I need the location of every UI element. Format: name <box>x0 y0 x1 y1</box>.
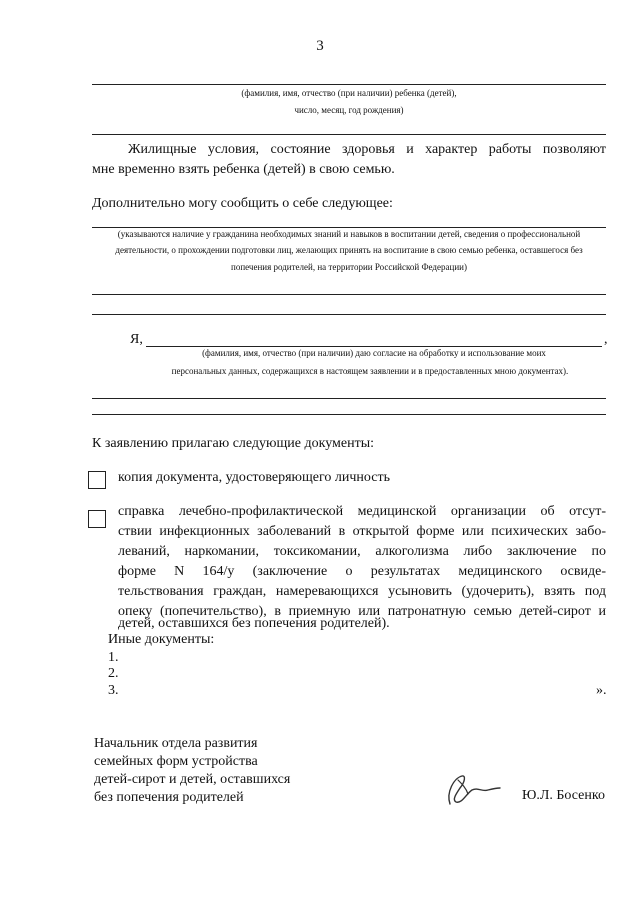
doc2-line-2: ствии инфекционных заболеваний в открытой форме или психических забо- <box>118 524 606 539</box>
doc2-line-5: тельствования граждан, намеревающихся усыновить (удочерить), взять под <box>118 584 606 599</box>
additional-info-line[interactable] <box>92 227 606 228</box>
doc1-checkbox[interactable] <box>88 471 106 489</box>
housing-statement-line-1: Жилищные условия, состояние здоровья и характер работы позволяют <box>128 142 606 157</box>
child-name-line[interactable] <box>92 84 606 85</box>
child-caption-1: (фамилия, имя, отчество (при наличии) ребенка (детей), <box>241 88 457 98</box>
doc2-line-4: форме N 164/у (заключение о результатах медицинского освиде- <box>118 564 606 579</box>
child-caption-2: число, месяц, год рождения) <box>294 105 404 115</box>
consent-prefix: Я, <box>130 332 143 347</box>
additional-info-line-2[interactable] <box>92 294 606 295</box>
consent-extra-line-1[interactable] <box>92 398 606 399</box>
consent-comma: , <box>604 332 608 347</box>
consent-name-line[interactable] <box>146 346 602 347</box>
consent-extra-line-2[interactable] <box>92 414 606 415</box>
doc2-line-3: леваний, наркомании, токсикомании, алкоголизма либо заключение по <box>118 544 606 559</box>
signatory-line-4: без попечения родителей <box>94 790 244 805</box>
consent-caption-1: (фамилия, имя, отчество (при наличии) даю согласие на обработку и использование моих <box>202 348 546 358</box>
housing-statement-line-2: мне временно взять ребенка (детей) в свою семью. <box>92 162 395 177</box>
signatory-line-1: Начальник отдела развития <box>94 736 258 751</box>
signatory-line-3: детей-сирот и детей, оставшихся <box>94 772 291 787</box>
signatory-line-2: семейных форм устройства <box>94 754 258 769</box>
handwritten-signature <box>432 768 504 812</box>
closing-quote: ». <box>596 683 607 698</box>
other-docs-item-2: 2. <box>108 666 119 681</box>
other-docs-item-1: 1. <box>108 650 119 665</box>
doc2-line-7: детей, оставшихся без попечения родителей). <box>118 616 390 631</box>
attachments-heading: К заявлению прилагаю следующие документы: <box>92 436 375 451</box>
consent-caption-2: персональных данных, содержащихся в настоящем заявлении и в предоставленных мною документах). <box>171 366 569 376</box>
info-caption-1: (указываются наличие у гражданина необходимых знаний и навыков в воспитании детей, сведения о профессиональной <box>117 229 581 239</box>
additional-info-label: Дополнительно могу сообщить о себе следующее: <box>92 196 393 211</box>
other-docs-label: Иные документы: <box>108 632 215 647</box>
doc2-checkbox[interactable] <box>88 510 106 528</box>
child-birth-line[interactable] <box>92 134 606 135</box>
additional-info-line-3[interactable] <box>92 314 606 315</box>
signatory-name: Ю.Л. Босенко <box>522 788 605 803</box>
page-number: 3 <box>316 38 324 54</box>
doc1-label: копия документа, удостоверяющего личность <box>118 470 390 485</box>
doc2-line-6: опеку (попечительство), в приемную или патронатную семью детей-сирот и <box>118 604 606 619</box>
info-caption-2: деятельности, о прохождении подготовки лиц, желающих принять на воспитание в свою семью ребенка, оставшегося без <box>115 245 583 255</box>
other-docs-item-3: 3. <box>108 683 119 698</box>
doc2-line-1: справка лечебно-профилактической медицинской организации об отсут- <box>118 504 606 519</box>
info-caption-3: попечения родителей, на территории Российской Федерации) <box>231 262 467 272</box>
